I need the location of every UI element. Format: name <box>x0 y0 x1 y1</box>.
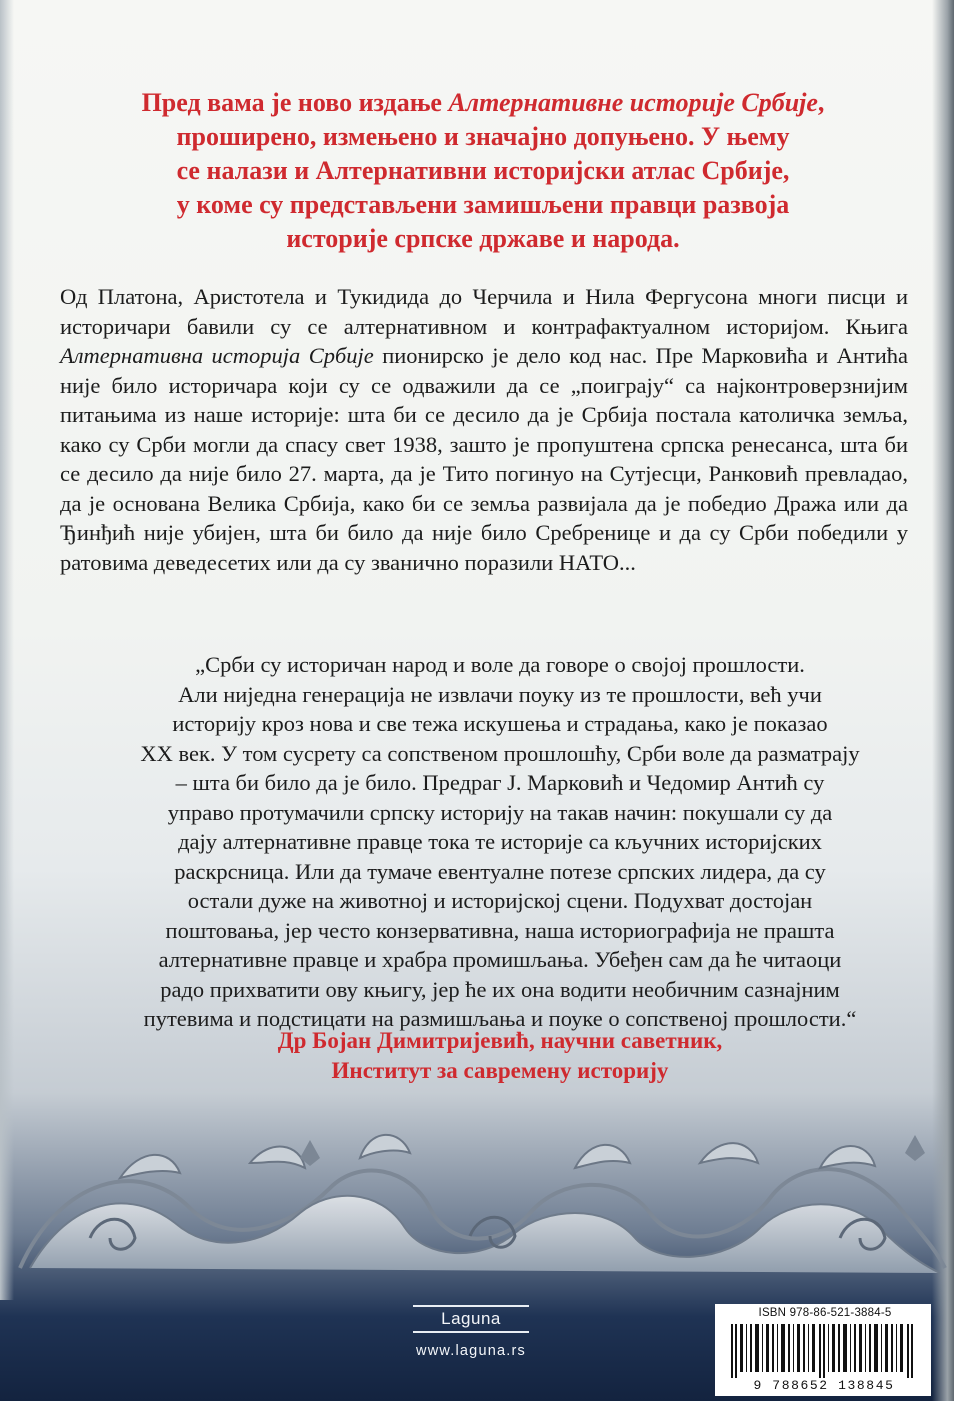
review-quote <box>80 650 920 1034</box>
intro-line: проширено, измењено и значајно допуњено. У њему <box>176 122 790 151</box>
intro-line: се налази и Алтернативни историјски атлас Србије, <box>176 156 790 185</box>
quote-line: остали дуже на животној и историјској сцени. Подухват достојан <box>187 888 813 913</box>
quote-line: дају алтернативне правце тока те историје са кључних историјских <box>178 829 822 854</box>
quote-line: поштовања, јер често конзервативна, наша историографија не прашта <box>165 917 835 943</box>
attribution-institution: Институт за савремену историју <box>331 1058 669 1083</box>
book-title-italic: Алтернативна историја Србије <box>60 343 374 368</box>
quote-line: „Срби су историчан народ и воле да говоре о својој прошлости. <box>195 652 805 677</box>
quote-line: XX век. У том сусрету са сопственом прошлошћу, Срби воле да разматрају <box>140 740 860 766</box>
quote-line: управо протумачили српску историју на такав начин: покушали су да <box>167 799 833 825</box>
book-title-italic: Алтернативне историје Србије <box>448 88 818 117</box>
barcode-bars <box>725 1324 925 1378</box>
quote-line: – шта би било да је било. Предраг Ј. Марковић и Чедомир Антић су <box>175 770 825 795</box>
description-paragraph: Од Платона, Аристотела и Тукидида до Черчила и Нила Фергусона многи писци и историчари бавили су се алтернативном и контрафактуалном историјом. Књига Алтернативна историја Србије пионирско је дело код нас. Пре Марковића и Антића није било историчара који су се одважили да се „поиграју“ са најконтроверзнијим питањима из наше историје: шта би се десило да је Србија постала католичка земља, како су Срби могли да спасу свет 1938, зашто је пропуштена српска ренесанса, шта би се десило да није било 27. марта, да је Тито погинуо на Сутјесци, Ранковић превладао, да је основана Велика Србија, како би се земља развијала да је победио Дража или да Ђинђић није убијен, шта би било да није било Сребренице и да су Срби победили у ратовима деведесетих или да су званично поразили НАТО... <box>60 284 908 575</box>
quote-line: Али ниједна генерација не извлачи поуку из те прошлости, већ учи <box>178 681 822 707</box>
quote-line: алтернативне правце и храбра промишљања. Убеђен сам да ће читаоци <box>158 947 842 972</box>
quote-attribution <box>80 1026 920 1086</box>
quote-line: историју кроз нова и све тежа искушења и страдања, како је показао <box>172 711 828 736</box>
cover-edge-left <box>0 0 14 1300</box>
acanthus-ornament <box>0 1118 954 1288</box>
barcode-digits: 9 788652 138845 <box>753 1378 895 1393</box>
attribution-name: Др Бојан Димитријевић, научни саветник, <box>277 1028 723 1053</box>
publisher-url: www.laguna.rs <box>416 1343 526 1359</box>
quote-line: путевима и подстицати на размишљања и поуке о сопственој прошлости.“ <box>143 1006 857 1031</box>
intro-line: Пред вама је ново издање Алтернативне историје Србије, <box>141 88 825 117</box>
quote-line: радо прихватити ову књигу, јер ће их она водити необичним сазнајним <box>160 976 840 1002</box>
intro-line: у коме су представљени замишљени правци развоја <box>176 190 790 219</box>
publisher-logo <box>410 1305 532 1393</box>
isbn-barcode <box>715 1304 931 1396</box>
quote-line: раскрсница. Или да тумаче евентуалне потезе српских лидера, да су <box>174 858 826 884</box>
intro-blurb <box>60 86 906 256</box>
laguna-wordmark: Laguna <box>413 1305 529 1333</box>
intro-line: историје српске државе и народа. <box>286 224 680 253</box>
isbn-label: ISBN 978-86-521-3884-5 <box>758 1307 892 1319</box>
